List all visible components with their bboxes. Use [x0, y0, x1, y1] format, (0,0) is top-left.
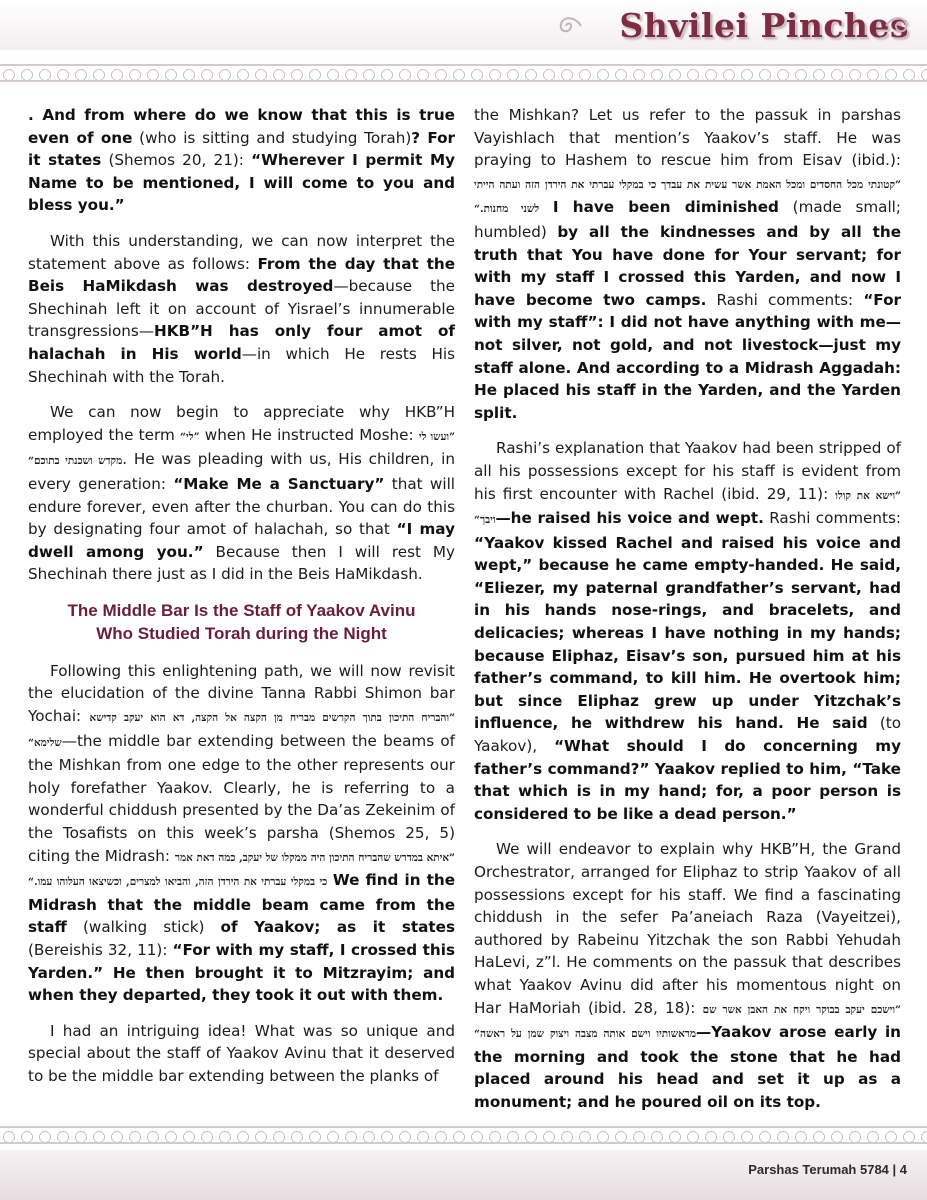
bold-text: “For with my staff”: I did not have anything with me—not silver, not gold, and not livestock—just my staff alone. And according to a Midrash Aggadah: He placed his staff in the Yarden, and the Yarden split. — [474, 290, 901, 422]
hebrew-quote: ”וישא את קולו ויבך“ — [474, 489, 901, 527]
publication-title: Shvilei Pinches — [619, 6, 909, 45]
bold-text: “Make Me a Sanctuary” — [173, 474, 385, 493]
right-column — [474, 104, 901, 1127]
text-run: (to Yaakov), — [474, 714, 902, 756]
text-run: —because the Shechinah left it on account of Yisrael’s innumerable transgressions— — [28, 277, 456, 341]
text-run — [539, 198, 553, 216]
text-run: the Mishkan? Let us refer to the passuk in parshas Vayishlach that mention’s Yaakov’s staff. He was praying to Hashem to rescue him from Eisav (ibid.): — [474, 106, 901, 170]
text-run: (Shemos 20, 21): — [101, 151, 252, 170]
page-footer — [0, 1150, 927, 1200]
bold-text: “I may dwell among you.” — [28, 520, 455, 561]
paragraph — [28, 1020, 455, 1088]
hebrew-quote: ”קטונתי מכל החסדים ומכל האמת אשר עשית את עבדך כי במקלי עברתי את הירדן הזה ועתה הייתי לשני מחנות.“ — [474, 178, 901, 216]
bold-text: . And from where do we know that this is true even of one — [28, 106, 455, 147]
section-heading-line: The Middle Bar Is the Staff of Yaakov Avinu — [67, 600, 416, 620]
text-run: Rashi comments: — [706, 290, 864, 309]
bold-text: —Yaakov arose early in the morning and took the stone that he had placed around his head and set it up as a monument; and he poured oil on its top. — [474, 1023, 901, 1111]
text-run: —the middle bar extending between the beams of the Mishkan from one edge to the other represents our holy forefather Yaakov. Clearly, he is referring to a wonderful chiddush presented by the Da’as Zekeinim of the Tosafists on this week’s parsha (Shemos 25, 5) citing the Midrash: — [28, 731, 455, 865]
paragraph — [28, 660, 455, 1007]
page-number-label: Parshas Terumah 5784 | 4 — [748, 1162, 907, 1177]
bold-text: by all the kindnesses and by all the truth that You have done for Your servant; for with my staff I crossed this Yarden, and now I have become two camps. — [474, 222, 901, 309]
hebrew-quote: ”איתא במדרש שהבריח התיכון היה ממקלו של יעקב, כמה דאת אמר כי במקלי עברתי את הירדן הזה, והביאו למצרים, וכשיצאו העלוהו עמו.“ — [28, 851, 455, 889]
bold-text: “Wherever I permit My Name to be mentioned, I will come to you and bless you.” — [28, 151, 455, 215]
bold-text: —he raised his voice and wept. — [495, 509, 764, 528]
text-run: —in which He rests His Shechinah with the Torah. — [28, 344, 455, 386]
section-heading — [28, 599, 455, 645]
section-heading-line: Who Studied Torah during the Night — [96, 623, 387, 643]
ornament-swirl-icon — [884, 14, 912, 38]
text-run: We will endeavor to explain why HKB”H, the Grand Orchestrator, arranged for Eliphaz to strip Yaakov of all possessions except for his staff. We find a fascinating chiddush in the sefer Pa’aneiach Raza (Vayeitzei), authored by Rabeinu Yitzchak the son Rabbi Yehudah HaLevi, z”l. He comments on the passuk that describes what Yaakov Avinu did after his momentous night on Har HaMoriah (ibid. 28, 18): — [474, 840, 901, 1017]
text-run: I had an intriguing idea! What was so unique and special about the staff of Yaakov Avinu that it deserved to be the middle bar extending between the planks of — [28, 1021, 455, 1085]
hebrew-quote: ”ועשו לי מקדש ושכנתי בתוכם“ — [28, 430, 456, 468]
text-run: We can now begin to appreciate why HKB”H employed the term — [28, 403, 455, 444]
text-run: that will endure forever, even after the churban. You can do this by designating four amot of halachah, so that — [28, 474, 456, 539]
bold-text: We find in the Midrash that the middle beam came from the staff — [28, 871, 455, 937]
bold-text: I have been diminished — [552, 198, 779, 217]
page-header — [0, 0, 927, 62]
paragraph — [474, 437, 901, 825]
bold-text: From the day that the Beis HaMikdash was destroyed — [28, 254, 455, 296]
paragraph — [28, 104, 455, 217]
text-run: Because then I will rest My Shechinah there just as I did in the Beis HaMikdash. — [28, 542, 455, 584]
hebrew-quote: ”לי“ — [180, 430, 200, 443]
hebrew-quote: ”והבריח התיכון בתוך הקרשים מבריח מן הקצה אל הקצה, דא הוא יעקב קדישא שלימא“ — [28, 712, 455, 749]
text-run: Rashi’s explanation that Yaakov had been stripped of all his possessions except for his staff is evident from his first encounter with Rachel (ibid. 29, 11): — [474, 439, 901, 503]
text-run: (walking stick) — [66, 918, 221, 937]
bold-text: HKB”H has only four amot of halachah in His world — [28, 322, 455, 363]
text-run: (Bereishis 32, 11): — [28, 941, 173, 959]
bold-text: “What should I do concerning my father’s command?” Yaakov replied to him, “Take that which is in my hand; for, a poor person is considered to be like a dead person.” — [474, 737, 901, 823]
bold-text: “For with my staff, I crossed this Yarden.” He then brought it to Mitzrayim; and when they departed, they took it out with them. — [28, 941, 455, 1005]
hebrew-quote: ”וישכם יעקב בבוקר ויקח את האבן אשר שם מראשותיו וישם אותה מצבה ויצוק שמן על ראשה“ — [474, 1003, 901, 1041]
text-run: With this understanding, we can now interpret the statement above as follows: — [28, 231, 455, 273]
text-run: . He was pleading with us, His children, in every generation: — [28, 450, 455, 493]
text-run: when He instructed Moshe: — [199, 425, 419, 444]
text-run: Rashi comments: — [763, 509, 901, 528]
paragraph — [474, 104, 901, 424]
bold-text: ? For it states — [28, 128, 455, 170]
text-run: Following this enlightening path, we will now revisit the elucidation of the divine Tanna Rabbi Shimon bar Yochai: — [28, 661, 455, 726]
decorative-border-top — [0, 64, 927, 82]
bold-text: of Yaakov; as it states — [220, 918, 455, 937]
ornament-swirl-icon — [555, 14, 583, 38]
left-column — [28, 104, 455, 1101]
paragraph — [28, 401, 455, 586]
paragraph — [474, 838, 901, 1113]
paragraph — [28, 230, 455, 388]
bold-text: “Yaakov kissed Rachel and raised his voice and wept,” because he came empty-handed. He said, “Eliezer, my paternal grandfather’s servant, had in his hands nose-rings, and bracelets, and delicacies; whereas I have nothing in my hands; because Eliphaz, Eisav’s son, pursued him at his father’s command, to kill him. He overtook him; but since Eliphaz grew up under Yitzchak’s influence, he withdrew his hand. He said — [474, 533, 901, 733]
text-run: (made small; humbled) — [474, 198, 902, 241]
text-run: (who is sitting and studying Torah) — [132, 128, 412, 147]
decorative-border-bottom — [0, 1126, 927, 1144]
